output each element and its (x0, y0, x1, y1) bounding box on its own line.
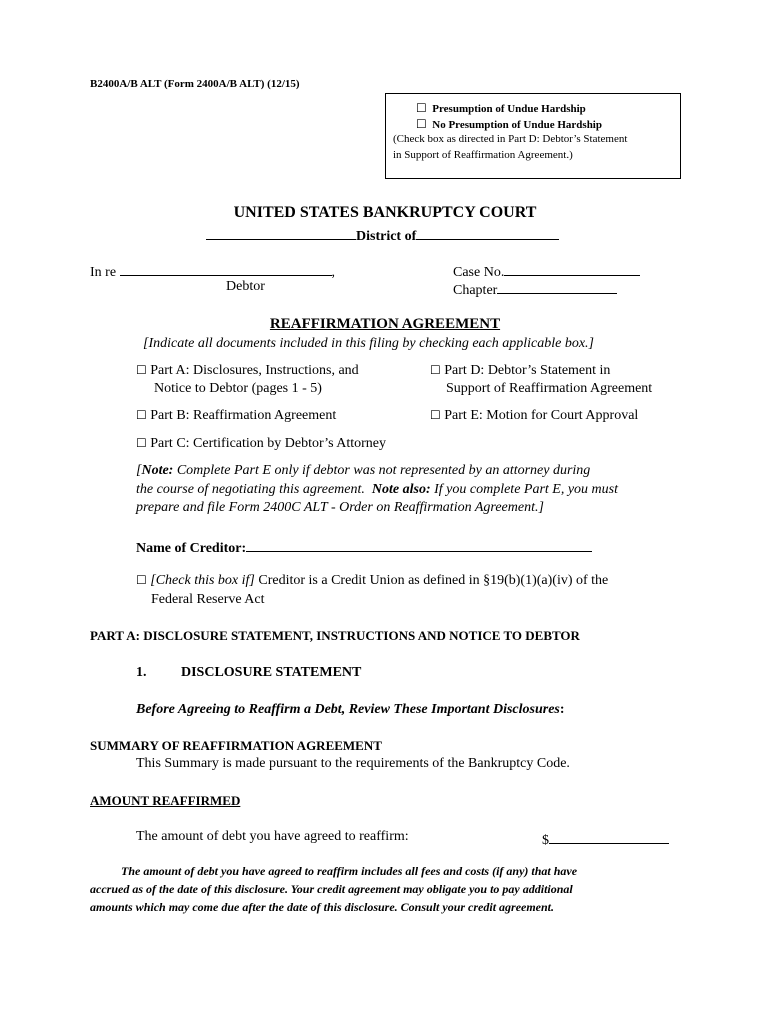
part-c-label: Part C: Certification by Debtor’s Attorney (150, 436, 387, 451)
note-line2-a: the course of negotiating this agreement. (136, 482, 372, 497)
note-line2-b: If you complete Part E, you must (430, 482, 619, 497)
case-no-label: Case No. (453, 265, 505, 280)
checkbox-part-a[interactable]: ☐ (136, 363, 147, 377)
amount-note-line3: amounts which may come due after the date of this disclosure. Consult your credit agreement. (90, 900, 555, 914)
part-b-label: Part B: Reaffirmation Agreement (150, 408, 337, 423)
hardship-option-no-presumption[interactable] (416, 117, 602, 131)
chapter-field[interactable] (497, 279, 617, 294)
part-a-label: Part A: Disclosures, Instructions, and (150, 363, 359, 378)
amount-field-line (542, 829, 669, 849)
note-line3: prepare and file Form 2400C ALT - Order on Reaffirmation Agreement.] (136, 500, 544, 515)
creditor-name-field[interactable] (246, 537, 592, 552)
checkbox-part-b[interactable]: ☐ (136, 408, 147, 422)
district-line (206, 225, 559, 245)
in-re-line (90, 261, 335, 281)
summary-text: This Summary is made pursuant to the requirements of the Bankruptcy Code. (136, 756, 570, 771)
amount-field[interactable] (549, 829, 669, 844)
amount-note-line2: accrued as of the date of this disclosure. Your credit agreement may obligate you to pay additional (90, 882, 573, 896)
debtor-label: Debtor (226, 279, 265, 294)
summary-heading: SUMMARY OF REAFFIRMATION AGREEMENT (90, 738, 382, 753)
hardship-note-line2: in Support of Reaffirmation Agreement.) (393, 149, 573, 161)
debtor-name-field[interactable] (120, 261, 332, 276)
checkbox-part-e[interactable]: ☐ (430, 408, 441, 422)
part-b-option[interactable] (136, 408, 336, 424)
hardship-note-line1: (Check box as directed in Part D: Debtor’s Statement (393, 133, 628, 145)
district-blank-left[interactable] (206, 225, 356, 240)
no-presumption-label: No Presumption of Undue Hardship (432, 119, 602, 131)
before-agreeing-text: Before Agreeing to Reaffirm a Debt, Review These Important Disclosures (136, 702, 560, 717)
dollar-sign: $ (542, 833, 549, 848)
amount-label: The amount of debt you have agreed to reaffirm: (136, 829, 409, 844)
checkbox-credit-union[interactable]: ☐ (136, 573, 147, 587)
note-line2 (136, 482, 618, 498)
before-agreeing-colon: : (559, 702, 565, 717)
part-a-label-line2: Notice to Debtor (pages 1 - 5) (154, 381, 322, 396)
part-c-option[interactable] (136, 436, 386, 452)
amount-note-line1: The amount of debt you have agreed to reaffirm includes all fees and costs (if any) that have (121, 864, 578, 878)
chapter-label: Chapter (453, 283, 498, 298)
part-d-label-line2: Support of Reaffirmation Agreement (446, 381, 653, 396)
in-re-label: In re (90, 265, 117, 280)
part-d-option[interactable] (430, 363, 610, 379)
part-a-option[interactable] (136, 363, 359, 379)
part-d-label: Part D: Debtor’s Statement in (444, 363, 611, 378)
checkbox-part-c[interactable]: ☐ (136, 436, 147, 450)
checkbox-presumption[interactable]: ☐ (416, 101, 427, 115)
amount-heading: AMOUNT REAFFIRMED (90, 793, 241, 808)
district-label: District of (356, 229, 417, 244)
credit-union-line2: Federal Reserve Act (151, 592, 265, 607)
part-e-option[interactable] (430, 408, 638, 424)
presumption-label: Presumption of Undue Hardship (432, 103, 586, 115)
checkbox-no-presumption[interactable]: ☐ (416, 117, 427, 131)
chapter-line (453, 279, 617, 299)
court-title: UNITED STATES BANKRUPTCY COURT (233, 204, 537, 221)
agreement-title: REAFFIRMATION AGREEMENT (269, 316, 501, 332)
credit-union-text: Creditor is a Credit Union as defined in §19(b)(1)(a)(iv) of the (254, 573, 609, 588)
note-open-bracket: [ (136, 463, 142, 478)
before-agreeing-line (136, 702, 565, 718)
creditor-line (136, 537, 592, 557)
hardship-option-presumption[interactable] (416, 101, 586, 115)
creditor-label: Name of Creditor: (136, 541, 247, 556)
checkbox-part-d[interactable]: ☐ (430, 363, 441, 377)
note-line1-text: Complete Part E only if debtor was not represented by an attorney during (173, 463, 591, 478)
section-1-title: DISCLOSURE STATEMENT (181, 665, 362, 680)
credit-union-check-text: [Check this box if] (150, 573, 255, 588)
section-1-number: 1. (136, 665, 147, 680)
indicate-note: [Indicate all documents included in this filing by checking each applicable box.] (143, 336, 595, 351)
note-line1 (136, 463, 590, 479)
form-id: B2400A/B ALT (Form 2400A/B ALT) (12/15) (90, 78, 300, 90)
district-blank-right[interactable] (416, 225, 559, 240)
case-no-line (453, 261, 640, 281)
part-e-label: Part E: Motion for Court Approval (444, 408, 639, 423)
part-a-heading: PART A: DISCLOSURE STATEMENT, INSTRUCTIONS AND NOTICE TO DEBTOR (90, 628, 580, 643)
credit-union-option[interactable] (136, 573, 608, 589)
case-no-field[interactable] (504, 261, 640, 276)
note-also-label: Note also: (371, 482, 431, 497)
note-label: Note: (141, 463, 174, 478)
in-re-comma: , (331, 265, 336, 280)
